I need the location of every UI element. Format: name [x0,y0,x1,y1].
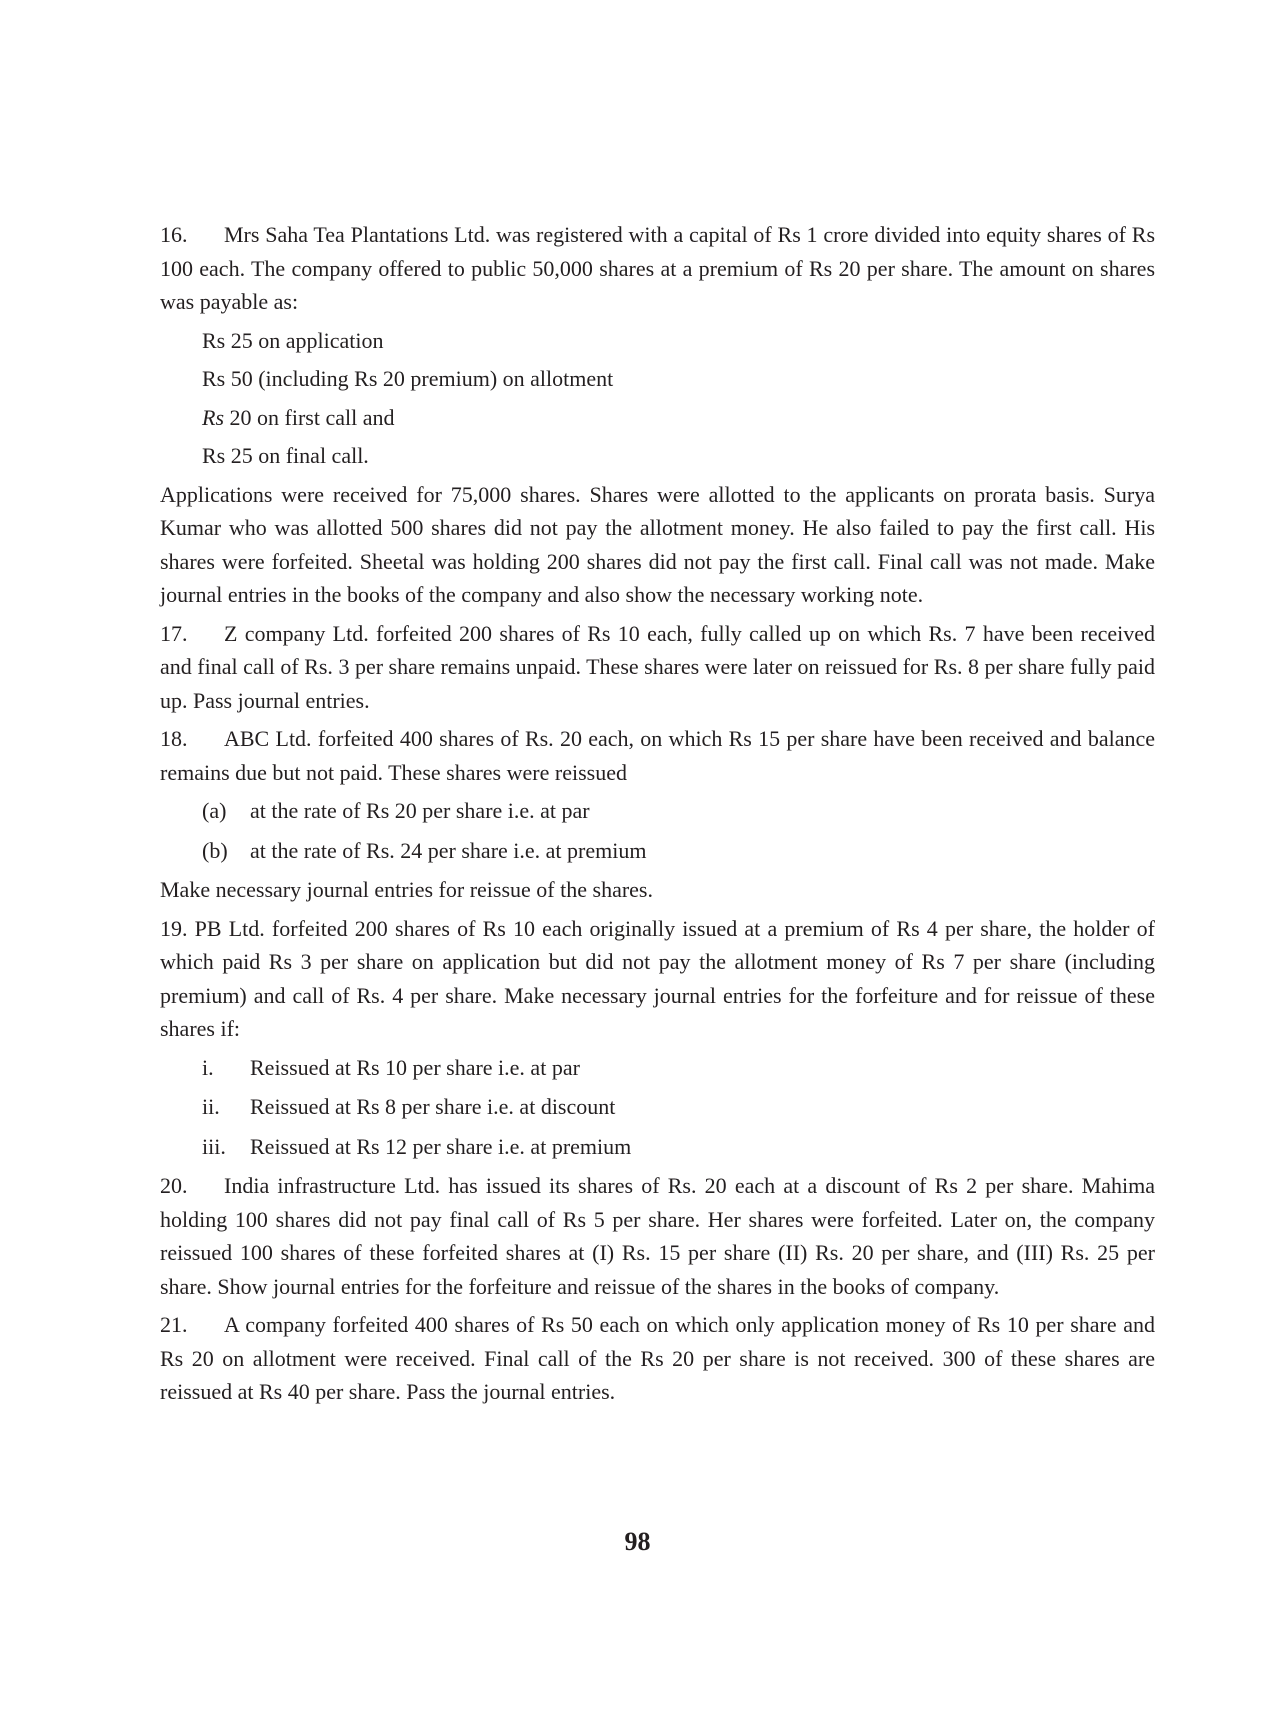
question-number: 16. [160,222,188,247]
payment-line: Rs 50 (including Rs 20 premium) on allotment [202,366,614,391]
option-label: (b) [202,837,228,863]
question-number: 21. [160,1312,188,1337]
question-number: 18. [160,726,188,751]
option-text: Reissued at Rs 8 per share i.e. at discount [250,1094,616,1119]
question-18 [160,722,1155,789]
option-item [202,834,1155,868]
question-16-body: Applications were received for 75,000 shares. Shares were allotted to the applicants on prorata basis. Surya Kumar who was allotted 500 shares did not pay the allotment money. He also failed to pay the first call. His shares were forfeited. Sheetal was holding 200 shares did not pay the first call. Final call was not made. Make journal entries in the books of the company and also show the necessary working note. [160,481,1155,607]
payment-line: Rs 25 on application [202,327,384,353]
option-text: Reissued at Rs 12 per share i.e. at premium [250,1133,632,1159]
option-text: Reissued at Rs 10 per share i.e. at par [250,1054,580,1080]
payment-line-text: 20 on first call and [229,404,395,430]
question-number: 20. [160,1173,188,1198]
document-body [160,218,1155,1414]
question-text: Z company Ltd. forfeited 200 shares of Rs 10 each, fully called up on which Rs. 7 have been received and final call of Rs. 3 per share remains unpaid. These shares were later on reissued for Rs. 8 per share fully paid up. Pass journal entries. [160,620,1155,713]
question-18-closing: Make necessary journal entries for reissue of the shares. [160,877,653,902]
question-text: A company forfeited 400 shares of Rs 50 each on which only application money of Rs 10 per share and Rs 20 on allotment were received. Final call of the Rs 20 per share is not received. 300 of these shares are reissued at Rs 40 per share. Pass the journal entries. [160,1312,1155,1404]
option-label: ii. [202,1094,220,1119]
question-19: 19. PB Ltd. forfeited 200 shares of Rs 10 each originally issued at a premium of Rs 4 per share, the holder of which paid Rs 3 per share on application but did not pay the allotment money of Rs 7 per share (including premium) and call of Rs. 4 per share. Make necessary journal entries for the forfeiture and for reissue of these shares if: [160,915,1155,1041]
option-item [202,1090,1155,1124]
question-16 [160,218,1155,319]
payment-line: Rs 25 on final call. [202,443,369,468]
option-item [202,1051,1155,1085]
question-17 [160,617,1155,718]
option-label: iii. [202,1133,226,1159]
question-20 [160,1169,1155,1303]
option-label: i. [202,1054,214,1080]
option-item [202,1130,1155,1164]
option-item [202,794,1155,828]
question-text: India infrastructure Ltd. has issued its shares of Rs. 20 each at a discount of Rs 2 per share. Mahima holding 100 shares did not pay final call of Rs 5 per share. Her shares were forfeited. Later on, the company reissued 100 shares of these forfeited shares at (I) Rs. 15 per share (II) Rs. 20 per share, and (III) Rs. 25 per share. Show journal entries for the forfeiture and reissue of the shares in the books of company. [160,1173,1155,1299]
option-text: at the rate of Rs. 24 per share i.e. at premium [250,837,647,863]
question-number: 17. [160,620,188,646]
question-text: ABC Ltd. forfeited 400 shares of Rs. 20 each, on which Rs 15 per share have been received and balance remains due but not paid. These shares were reissued [160,726,1155,785]
question-21 [160,1308,1155,1409]
question-text: Mrs Saha Tea Plantations Ltd. was registered with a capital of Rs 1 crore divided into equity shares of Rs 100 each. The company offered to public 50,000 shares at a premium of Rs 20 per share. The amount on shares was payable as: [160,222,1155,314]
option-label: (a) [202,798,227,823]
page-number: 98 [624,1527,651,1556]
option-text: at the rate of Rs 20 per share i.e. at par [250,798,590,823]
currency-prefix: Rs [202,404,224,430]
payment-line [202,401,1155,435]
